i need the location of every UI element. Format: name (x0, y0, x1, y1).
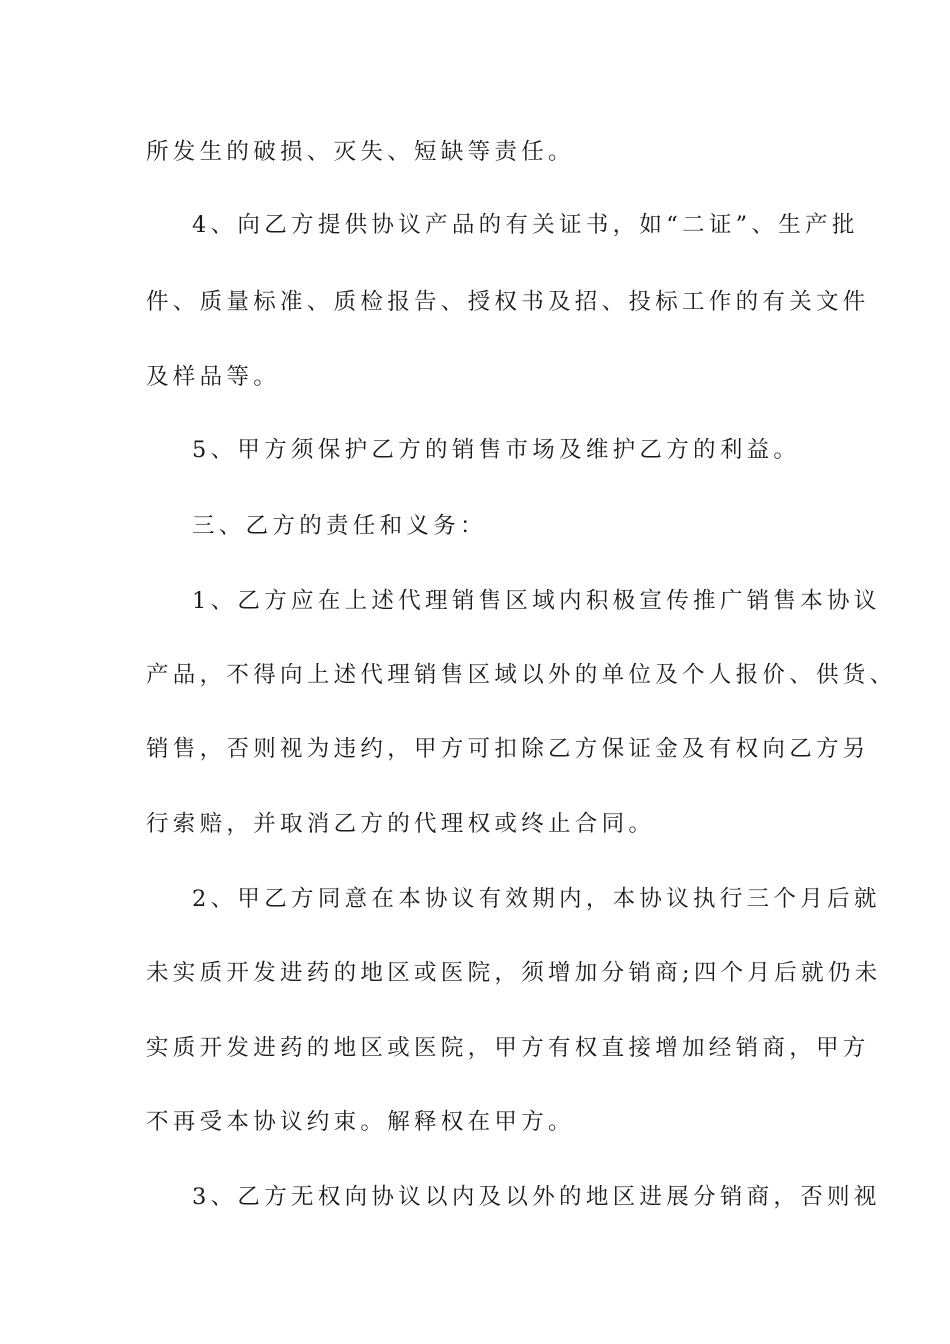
text-line: 未实质开发进药的地区或医院，须增加分销商;四个月后就仍未 (146, 960, 882, 986)
text-line: 及样品等。 (146, 364, 281, 390)
text-line: 1、乙方应在上述代理销售区域内积极宣传推广销售本协议 (192, 588, 881, 614)
text-line: 产品，不得向上述代理销售区域以外的单位及个人报价、供货、 (146, 662, 897, 688)
text-line: 4、向乙方提供协议产品的有关证书，如“二证”、生产批 (192, 212, 859, 238)
text-line: 行索赔，并取消乙方的代理权或终止合同。 (146, 811, 656, 837)
text-line: 销售，否则视为违约，甲方可扣除乙方保证金及有权向乙方另 (146, 736, 870, 762)
text-line: 3、乙方无权向协议以内及以外的地区进展分销商，否则视 (192, 1184, 881, 1210)
text-line: 件、质量标准、质检报告、授权书及招、投标工作的有关文件 (146, 289, 870, 315)
section-heading: 三、乙方的责任和义务： (192, 513, 487, 539)
text-line: 5、甲方须保护乙方的销售市场及维护乙方的利益。 (192, 437, 801, 463)
text-line: 不再受本协议约束。解释权在甲方。 (146, 1109, 575, 1135)
text-line: 所发生的破损、灭失、短缺等责任。 (146, 139, 575, 165)
text-line: 实质开发进药的地区或医院，甲方有权直接增加经销商，甲方 (146, 1035, 870, 1061)
text-line: 2、甲乙方同意在本协议有效期内，本协议执行三个月后就 (192, 886, 881, 912)
